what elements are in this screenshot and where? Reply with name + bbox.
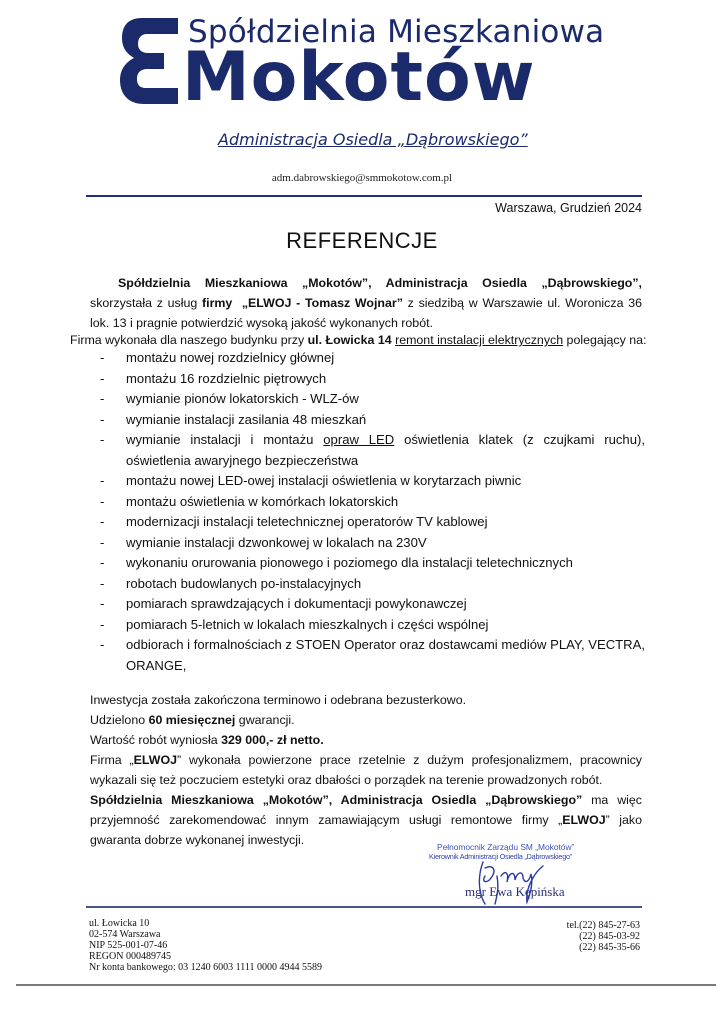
scope-of-work: remont instalacji elektrycznych	[395, 333, 564, 347]
list-item	[100, 615, 645, 636]
praise-statement	[90, 750, 642, 790]
list-item	[100, 533, 645, 554]
dash-bullet: -	[100, 575, 105, 591]
list-item	[100, 574, 645, 595]
warranty-statement	[90, 710, 642, 730]
list-item	[100, 410, 645, 431]
footer-phone-block	[567, 920, 640, 953]
list-item-text: montażu oświetlenia w komórkach lokatorskich	[126, 493, 399, 509]
footer-phone: (22) 845-35-66	[579, 942, 640, 953]
footer-nip: NIP 525-001-07-46	[89, 940, 168, 951]
list-item-text: montażu 16 rozdzielnic piętrowych	[126, 370, 327, 386]
work-items-list	[100, 348, 645, 676]
list-item-text: pomiarach sprawdzających i dokumentacji powykonawczej	[126, 596, 467, 611]
footer-bank-account: Nr konta bankowego: 03 1240 6003 1111 0000 4944 5589	[89, 962, 323, 973]
list-item	[100, 635, 645, 676]
intro-text-2: z siedzibą w Warszawie ul. Woronicza 36 lok. 13 i pragnie potwierdzić wysoką jakość wykonanych robót.	[90, 296, 642, 330]
recommend-mid: ma więc przyjemność zarekomendować innym zamawiającym usługi remontowe firmy „	[90, 793, 642, 827]
dash-bullet: -	[100, 432, 105, 447]
list-item-text: wymianie instalacji zasilania 48 mieszkań	[126, 411, 367, 427]
dash-bullet: -	[100, 391, 105, 406]
praise-pre: Firma „	[90, 753, 134, 767]
list-item	[100, 348, 645, 369]
dash-bullet: -	[100, 473, 105, 488]
footer-address-block	[89, 918, 322, 973]
value-statement	[90, 730, 642, 750]
dash-bullet: -	[100, 493, 105, 509]
dash-bullet: -	[100, 616, 105, 632]
praise-post: ” wykonała powierzone prace rzetelnie z dużym profesjonalizmem, pracownicy wykazali się też poczuciem estetyki oraz dbałości o porządek na terenie prowadzonych robót.	[90, 753, 642, 787]
dash-bullet: -	[100, 596, 105, 611]
list-item	[100, 512, 645, 533]
org-type-label: Spółdzielnia Mieszkaniowa	[188, 14, 605, 50]
intro-firm-name: „ELWOJ - Tomasz Wojnar”	[241, 296, 403, 310]
administration-subtitle: Administracja Osiedla „Dąbrowskiego”	[218, 130, 528, 149]
list-item	[100, 369, 645, 390]
footer-phone: tel.(22) 845-27-63	[566, 920, 640, 931]
dash-bullet: -	[100, 637, 105, 652]
recommend-firm: ELWOJ	[562, 813, 606, 827]
intro-firm-label: firmy	[202, 296, 233, 310]
stamp-line-2: Kierownik Administracji Osiedla „Dąbrowskiego”	[429, 852, 572, 861]
footer-street: ul. Łowicka 10	[89, 918, 150, 929]
scope-text-2: polegający na:	[563, 333, 647, 347]
scope-text-1: Firma wykonała dla naszego budynku przy	[70, 333, 308, 347]
praise-firm: ELWOJ	[133, 753, 178, 767]
intro-paragraph	[90, 273, 642, 333]
list-item-text: montażu nowej LED-owej instalacji oświetlenia w korytarzach piwnic	[126, 473, 522, 488]
place-date: Warszawa, Grudzień 2024	[495, 201, 642, 215]
warranty-pre: Udzielono	[90, 713, 149, 727]
logo-mark-icon	[120, 18, 178, 104]
footer-regon: REGON 000489745	[89, 951, 171, 962]
footer-phone: (22) 845-03-92	[579, 931, 640, 942]
scope-line	[70, 330, 645, 350]
list-item-text: montażu nowej rozdzielnicy głównej	[126, 350, 335, 365]
signatory-name: mgr Ewa Kępińska	[465, 884, 565, 899]
list-item-text-pre: wymianie instalacji i montażu	[126, 432, 324, 447]
intro-org: Spółdzielnia Mieszkaniowa „Mokotów”, Administracja Osiedla „Dąbrowskiego”,	[118, 276, 642, 290]
document-title: REFERENCJE	[286, 228, 438, 253]
list-item-text: odbiorach i formalnościach z STOEN Operator oraz dostawcami mediów PLAY, VECTRA, ORANGE,	[126, 637, 645, 673]
list-item-text: pomiarach 5-letnich w lokalach mieszkalnych i części wspólnej	[126, 616, 489, 632]
warranty-period: 60 miesięcznej	[148, 713, 236, 727]
contract-value: 329 000,- zł netto.	[221, 733, 324, 747]
list-item-text: wymianie pionów lokatorskich - WLZ-ów	[126, 391, 359, 406]
dash-bullet: -	[100, 514, 105, 529]
footer-divider	[86, 906, 642, 908]
closing-section	[90, 690, 642, 850]
page-edge-line	[16, 984, 716, 986]
warranty-post: gwarancji.	[235, 713, 295, 727]
list-item	[100, 492, 645, 513]
list-item	[100, 389, 645, 410]
contact-email[interactable]: adm.dabrowskiego@smmokotow.com.pl	[271, 172, 453, 184]
org-name-logo: Mokotów	[182, 38, 536, 117]
dash-bullet: -	[100, 411, 105, 427]
dash-bullet: -	[100, 534, 105, 550]
dash-bullet: -	[100, 350, 105, 365]
recommend-post: ” jako gwaranta dobrze wykonanej inwestycji.	[90, 813, 642, 847]
list-item	[100, 553, 645, 574]
dash-bullet: -	[100, 555, 105, 570]
list-item-text: wykonaniu orurowania pionowego i poziomego dla instalacji teletechnicznych	[126, 555, 573, 570]
recommend-org: Spółdzielnia Mieszkaniowa „Mokotów”, Administracja Osiedla „Dąbrowskiego”	[90, 793, 583, 807]
list-item	[100, 430, 645, 471]
intro-text-1: skorzystała z usług	[90, 296, 203, 310]
list-item-text	[126, 430, 645, 471]
building-address: ul. Łowicka 14	[307, 333, 392, 347]
completion-statement: Inwestycja została zakończona terminowo i odebrana bezusterkowo.	[90, 693, 467, 707]
list-item-text: wymianie instalacji dzwonkowej w lokalach na 230V	[126, 534, 427, 550]
list-item-text-post: oświetlenia klatek (z czujkami ruchu), oświetlenia awaryjnego bezpieczeństwa	[126, 432, 645, 468]
list-item	[100, 594, 645, 615]
value-pre: Wartość robót wyniosła	[90, 733, 222, 747]
list-item-underlined: opraw LED	[323, 432, 395, 447]
list-item-text: modernizacji instalacji teletechnicznej operatorów TV kablowej	[126, 514, 488, 529]
recommendation-statement	[90, 790, 642, 850]
stamp-line-1: Pełnomocnik Zarządu SM „Mokotów”	[437, 842, 575, 852]
list-item	[100, 471, 645, 492]
list-item-text: robotach budowlanych po-instalacyjnych	[126, 575, 362, 591]
header-divider	[86, 195, 642, 197]
dash-bullet: -	[100, 370, 105, 386]
handwritten-signature-icon	[475, 858, 555, 906]
footer-city: 02-574 Warszawa	[89, 929, 161, 940]
